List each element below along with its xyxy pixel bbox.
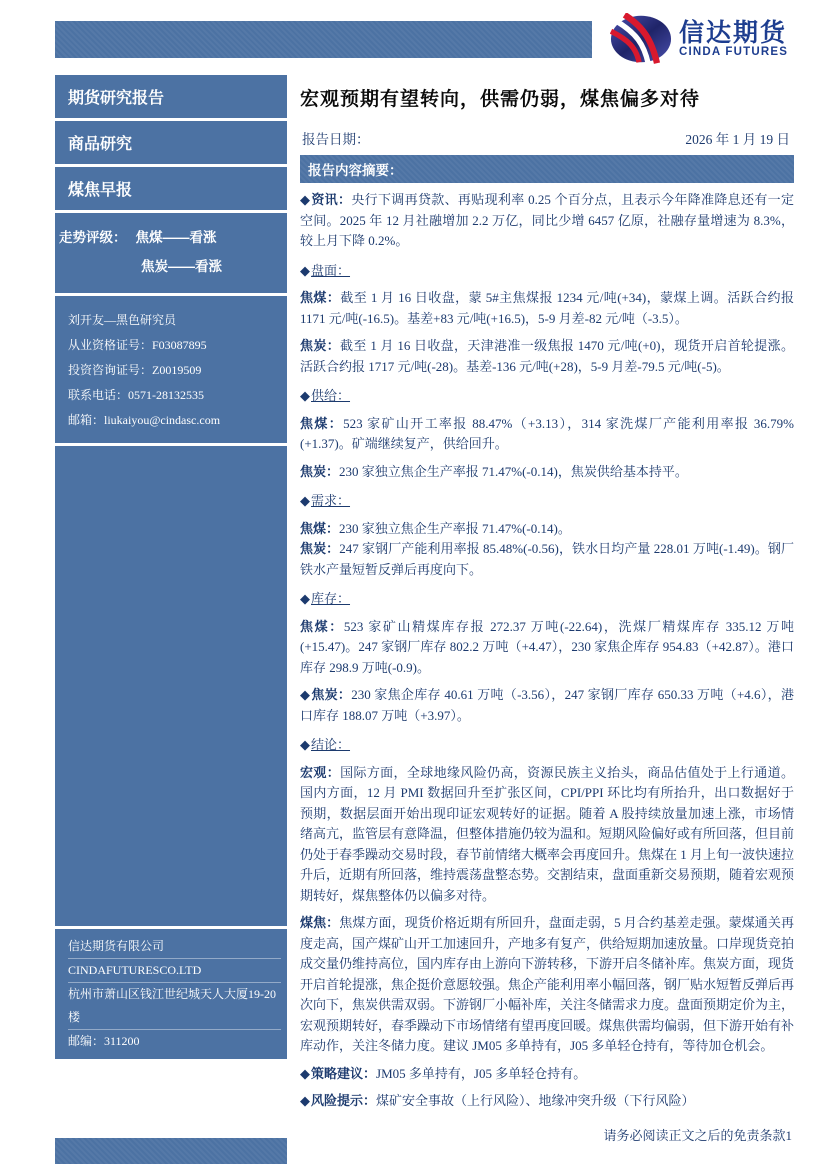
paragraph-label: 焦煤： [300,290,341,305]
trend-rating-line-coke [59,252,287,281]
report-date-value: 2026 年 1 月 19 日 [685,132,790,147]
report-paragraph [300,735,794,756]
report-paragraph [300,288,794,329]
report-paragraph [300,336,794,377]
paragraph-label: 煤焦： [300,915,340,930]
paragraph-label: 宏观： [300,764,341,780]
diamond-bullet-icon: ◆ [300,591,310,606]
analyst-info [55,296,287,443]
report-body [300,190,794,1112]
report-paragraph [300,913,794,1057]
paragraph-label: 焦煤： [300,618,344,634]
report-date-row [300,128,794,155]
report-paragraph [300,617,794,679]
brand-name-en: CINDA FUTURES [679,46,789,59]
sidebar-report-type-label: 期货研究报告 [68,90,165,107]
sidebar-category-label: 商品研究 [68,136,133,153]
diamond-bullet-icon: ◆ [300,493,310,508]
paragraph-label: 盘面： [311,262,351,278]
paragraph-text: 230 家焦企库存 40.61 万吨（-3.56），247 家钢厂库存 650.33 万吨（+4.6），港口库存 188.07 万吨（+3.97）。 [300,687,794,723]
report-paragraph [300,519,794,540]
paragraph-text: 截至 1 月 16 日收盘，天津港准一级焦报 1470 元/吨(+0)，现货开启首轮提涨。活跃合约报 1717 元/吨(-28)。基差-136 元/吨(+28)，5-9 月差-79.5 元/吨(-5)。 [300,338,794,374]
footer-bar [55,1138,287,1164]
paragraph-label: 供给： [311,388,351,403]
sidebar-text-line: 杭州市萧山区钱江世纪城天人大厦19-20楼 [68,983,281,1030]
brand-name-cn: 信达期货 [679,18,788,47]
paragraph-label: 焦炭： [300,541,340,556]
cinda-logo-icon [610,13,672,65]
paragraph-label: 焦炭： [300,338,341,353]
sidebar-text-line: 投资咨询证号：Z0019509 [68,363,202,377]
sidebar [55,75,287,1062]
sidebar-text-line: 从业资格证号：F03087895 [68,338,207,352]
paragraph-text: 煤矿安全事故（上行风险）、地缘冲突升级（下行风险） [376,1093,695,1108]
sidebar-text-line: 联系电话：0571-28132535 [68,388,204,402]
paragraph-label: 策略建议： [311,1065,377,1081]
report-paragraph [300,685,794,726]
sidebar-item-report-name [55,167,287,210]
paragraph-text: 230 家独立焦企生产率报 71.47%(-0.14)，焦炭供给基本持平。 [339,463,688,479]
report-paragraph [300,386,794,407]
report-paragraph [300,763,794,907]
trend-rating-line-coking-coal [59,223,287,252]
diamond-bullet-icon: ◆ [300,388,310,403]
diamond-bullet-icon: ◆ [300,1065,310,1081]
trend-rating-coking-coal: 焦煤——看涨 [135,230,217,245]
report-date-label: 报告日期： [302,132,370,147]
paragraph-text: 截至 1 月 16 日收盘，蒙 5#主焦煤报 1234 元/吨(+34)，蒙煤上调。活跃合约报 1171 元/吨(-16.5)。基差+83 元/吨(+16.5)，5-9 月差-82 元/吨（-3.5）。 [300,290,794,326]
sidebar-text-line: 邮编：311200 [68,1034,140,1048]
paragraph-label: 焦炭： [311,687,352,702]
sidebar-text-line: 信达期货有限公司 [68,935,281,959]
sidebar-report-name-label: 煤焦早报 [68,182,133,199]
summary-bar [300,155,794,183]
paragraph-label: 焦炭： [300,463,340,479]
report-paragraph [300,491,794,512]
report-paragraph [300,190,794,252]
diamond-bullet-icon: ◆ [300,192,311,207]
paragraph-text: 523 家矿山精煤库存报 272.37 万吨(-22.64)，洗煤厂精煤库存 335.12 万吨(+15.47)。247 家钢厂库存 802.2 万吨（+4.47），230 家焦企库存 954.83（+42.87）。港口库存 298.9 万吨(-0.9)。 [300,618,794,675]
report-paragraph [300,589,794,610]
diamond-bullet-icon: ◆ [300,262,310,278]
paragraph-label: 结论： [311,737,351,752]
report-paragraph [300,1064,794,1085]
paragraph-text: 焦煤方面，现货价格近期有所回升，盘面走弱，5 月合约基差走强。蒙煤通关再度走高，国产煤矿山开工加速回升，产地多有复产，供给短期加速放量。口岸现货竞拍成交量仍维持高位，国内库存由上游向下游转移，下游开启冬储补库。焦炭方面，现货开启首轮提涨，焦企挺价意愿较强。焦企产能利用率小幅回落，钢厂贴水短暂反弹后再次向下，焦炭供需双弱。下游钢厂小幅补库，关注冬储需求力度。盘面预期定价为主，宏观预期转好，春季躁动下市场情绪有望再度回暖。煤焦供需均偏弱，但下游开始有补库动作，关注冬储力度。建议 JM05 多单持有，J05 多单轻仓持有，等待加仓机会。 [300,915,795,1053]
trend-rating-coke: 焦炭——看涨 [141,259,222,274]
paragraph-label: 焦煤： [300,520,340,536]
diamond-bullet-icon: ◆ [300,737,310,752]
sidebar-item-report-type [55,75,287,118]
sidebar-text-line: CINDAFUTURESCO.LTD [68,959,281,983]
paragraph-text: 230 家独立焦企生产率报 71.47%(-0.14)。 [339,520,571,536]
sidebar-item-category [55,121,287,164]
header-bar [55,21,592,58]
paragraph-label: 库存： [311,591,351,606]
brand-logo [610,13,788,65]
diamond-bullet-icon: ◆ [300,687,311,702]
sidebar-text-line: 刘开友—黑色研究员 [68,313,177,327]
report-paragraph [300,462,794,483]
page-title: 宏观预期有望转向，供需仍弱，煤焦偏多对待 [300,89,701,110]
report-paragraph [300,414,794,455]
paragraph-label: 焦煤： [300,415,344,431]
report-paragraph [300,1091,794,1112]
paragraph-text: 央行下调再贷款、再贴现利率 0.25 个百分点，且表示今年降准降息还有一定空间。2025 年 12 月社融增加 2.2 万亿，同比少增 6457 亿原，社融存量增速为 8.3%，较上月下降 0.2%。 [300,192,794,248]
diamond-bullet-icon: ◆ [300,1093,310,1108]
paragraph-text: 247 家钢厂产能利用率报 85.48%(-0.56)，铁水日均产量 228.01 万吨(-1.49)。钢厂铁水产量短暂反弹后再度向下。 [300,541,794,577]
trend-rating-label: 走势评级： [59,230,127,245]
brand-text [679,20,788,58]
trend-rating [55,213,287,293]
sidebar-text-line: 邮箱：liukaiyou@cindasc.com [68,413,221,427]
report-paragraph [300,261,794,282]
summary-bar-label: 报告内容摘要： [308,163,403,178]
sidebar-spacer [55,446,287,926]
paragraph-label: 需求： [311,493,351,508]
report-main [300,84,794,1144]
paragraph-text: JM05 多单持有，J05 多单轻仓持有。 [376,1065,587,1081]
paragraph-label: 风险提示： [311,1093,377,1108]
paragraph-text: 523 家矿山开工率报 88.47%（+3.13），314 家洗煤厂产能利用率报 36.79%(+1.37)。矿端继续复产，供给回升。 [300,415,794,451]
paragraph-text: 国际方面，全球地缘风险仍高，资源民族主义抬头，商品估值处于上行通道。国内方面，12 月 PMI 数据回升至扩张区间，CPI/PPI 环比均有所抬升，出口数据好于预期，数据层面开始出现印证宏观转好的证据。随着 A 股持续放量加速上涨，市场情绪高亢，监管层有意降温，但整体措施仍较为温和。短期风险偏好或有所回落，但目前仍处于春季躁动交易时段，春节前情绪大概率会再度回升。焦煤在 1 月上旬一波快速拉升后，近期有所回落，维持震荡盘整态势。交割结束，盘面重新交易预期，随着宏观预期转好，煤焦整体仍以偏多对待。 [300,764,795,903]
paragraph-label: 资讯： [311,192,352,207]
disclaimer-note: 请务必阅读正文之后的免责条款1 [603,1127,792,1143]
report-paragraph [300,539,794,580]
company-info [55,929,287,1059]
